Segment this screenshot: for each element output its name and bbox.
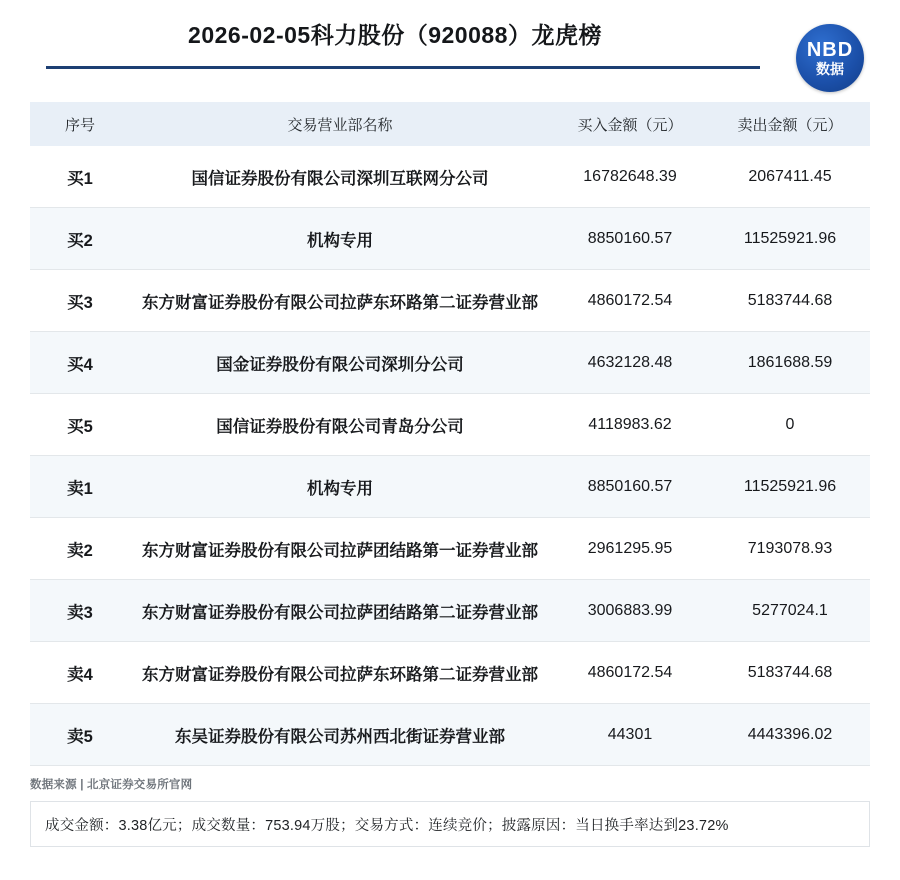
cell-buy-amount: 16782648.39: [583, 167, 677, 185]
cell-branch-name: 国信证券股份有限公司深圳互联网分公司: [191, 169, 489, 188]
cell-sell-amount: 11525921.96: [743, 477, 837, 495]
cell-sell-amount: 4443396.02: [747, 725, 833, 743]
cell-seq: 买3: [67, 293, 93, 312]
cell-sell-amount: 0: [785, 415, 795, 433]
column-header-branch-name: 交易营业部名称: [130, 102, 550, 146]
cell-seq: 卖2: [67, 541, 93, 560]
cell-sell-amount: 5277024.1: [752, 601, 828, 619]
cell-seq: 买1: [67, 169, 93, 188]
title-divider: [46, 66, 760, 69]
cell-buy-amount: 4118983.62: [588, 415, 672, 433]
cell-sell-amount: 2067411.45: [748, 167, 832, 185]
table-row: [30, 208, 870, 270]
cell-branch-name: 东吴证券股份有限公司苏州西北街证券营业部: [175, 727, 505, 746]
column-header-sell-amount: 卖出金额（元）: [710, 102, 870, 146]
lhb-table: [30, 102, 870, 766]
page-title: 2026-02-05科力股份（920088）龙虎榜: [188, 22, 602, 48]
cell-seq: 卖4: [67, 665, 93, 684]
cell-branch-name: 机构专用: [307, 479, 373, 498]
table-header-row: [30, 102, 870, 146]
cell-branch-name: 国金证券股份有限公司深圳分公司: [216, 355, 464, 374]
report-header: [0, 0, 900, 96]
cell-branch-name: 东方财富证券股份有限公司拉萨东环路第二证券营业部: [142, 665, 538, 684]
cell-buy-amount: 8850160.57: [587, 477, 673, 495]
table-row: [30, 456, 870, 518]
table-row: [30, 518, 870, 580]
cell-buy-amount: 4860172.54: [587, 663, 673, 681]
table-row: [30, 332, 870, 394]
cell-branch-name: 机构专用: [307, 231, 373, 250]
cell-buy-amount: 3006883.99: [587, 601, 673, 619]
cell-sell-amount: 7193078.93: [747, 539, 833, 557]
column-header-seq: 序号: [30, 102, 130, 146]
cell-branch-name: 东方财富证券股份有限公司拉萨团结路第一证券营业部: [142, 541, 538, 560]
table-body: [30, 146, 870, 766]
logo-sub-text: 数据: [816, 60, 844, 77]
cell-sell-amount: 5183744.68: [747, 663, 833, 681]
column-header-buy-amount: 买入金额（元）: [550, 102, 710, 146]
table-row: [30, 394, 870, 456]
cell-branch-name: 国信证券股份有限公司青岛分公司: [216, 417, 464, 436]
lhb-table-container: [30, 102, 870, 766]
table-row: [30, 270, 870, 332]
cell-buy-amount: 8850160.57: [587, 229, 673, 247]
cell-seq: 买2: [67, 231, 93, 250]
summary-note-text: 成交金额：3.38亿元；成交数量：753.94万股；交易方式：连续竞价；披露原因：当日换手率达到23.72%: [45, 817, 729, 834]
cell-branch-name: 东方财富证券股份有限公司拉萨团结路第二证券营业部: [142, 603, 538, 622]
table-row: [30, 704, 870, 766]
cell-sell-amount: 11525921.96: [743, 229, 837, 247]
table-row: [30, 146, 870, 208]
cell-sell-amount: 5183744.68: [747, 291, 833, 309]
data-source-label: 数据来源 | 北京证券交易所官网: [30, 779, 193, 791]
summary-note-box: [30, 801, 870, 847]
table-row: [30, 580, 870, 642]
cell-sell-amount: 1861688.59: [747, 353, 833, 371]
table-row: [30, 642, 870, 704]
cell-buy-amount: 4632128.48: [587, 353, 673, 371]
cell-seq: 买5: [67, 417, 93, 436]
cell-seq: 卖1: [67, 479, 93, 498]
nbd-logo: [796, 24, 864, 92]
cell-seq: 卖5: [67, 727, 93, 746]
cell-buy-amount: 4860172.54: [587, 291, 673, 309]
cell-seq: 买4: [67, 355, 93, 374]
cell-branch-name: 东方财富证券股份有限公司拉萨东环路第二证券营业部: [142, 293, 538, 312]
cell-buy-amount: 44301: [607, 725, 653, 743]
cell-buy-amount: 2961295.95: [587, 539, 673, 557]
cell-seq: 卖3: [67, 603, 93, 622]
logo-main-text: NBD: [806, 38, 854, 61]
